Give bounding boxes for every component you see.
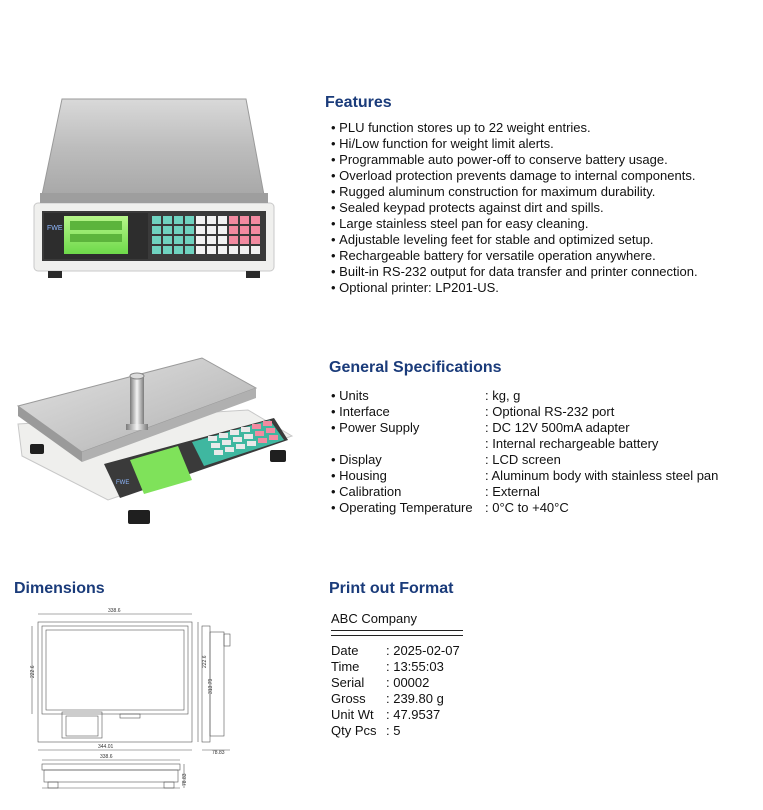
keypad-key bbox=[214, 450, 223, 455]
keypad-key bbox=[229, 236, 238, 244]
keypad-key bbox=[251, 236, 260, 244]
feature-item: • Large stainless steel pan for easy cleaning. bbox=[331, 216, 698, 232]
printout-divider bbox=[331, 630, 463, 636]
dim-side-height: 222.6 bbox=[202, 655, 208, 668]
keypad-key bbox=[174, 226, 183, 234]
keypad-key bbox=[152, 246, 161, 254]
keypad-key bbox=[163, 226, 172, 234]
printout-row: Time : 13:55:03 bbox=[331, 659, 444, 674]
spec-row: • Interface : Optional RS-232 port bbox=[331, 404, 718, 420]
keypad-key bbox=[152, 236, 161, 244]
keypad-key bbox=[229, 246, 238, 254]
keypad-key bbox=[196, 216, 205, 224]
printout-row: Gross : 239.80 g bbox=[331, 691, 444, 706]
spec-row: • Units : kg, g bbox=[331, 388, 718, 404]
dim-bottom-width: 344.01 bbox=[98, 744, 114, 750]
feature-item: • Built-in RS-232 output for data transfer and printer connection. bbox=[331, 264, 698, 280]
printout-row: Qty Pcs : 5 bbox=[331, 723, 401, 738]
keypad-key bbox=[258, 438, 267, 443]
keypad-key bbox=[207, 226, 216, 234]
scale-brand-label: FWE bbox=[47, 225, 63, 232]
keypad-key bbox=[174, 246, 183, 254]
keypad-key bbox=[208, 436, 217, 441]
keypad-key bbox=[185, 246, 194, 254]
keypad-key bbox=[185, 226, 194, 234]
keypad-key bbox=[252, 424, 261, 429]
keypad-key bbox=[218, 226, 227, 234]
scale-brand-label-angled: FWE bbox=[116, 480, 130, 486]
feature-item: • PLU function stores up to 22 weight entries. bbox=[331, 120, 698, 136]
spec-row: • Display : LCD screen bbox=[331, 452, 718, 468]
printout-company: ABC Company bbox=[331, 611, 417, 626]
keypad-key bbox=[174, 236, 183, 244]
keypad-key bbox=[247, 441, 256, 446]
dim-front-width: 338.6 bbox=[100, 754, 113, 760]
dimensions-title: Dimensions bbox=[14, 580, 105, 597]
spec-row: • Housing : Aluminum body with stainless steel pan bbox=[331, 468, 718, 484]
feature-item: • Hi/Low function for weight limit alerts. bbox=[331, 136, 698, 152]
feature-item: • Adjustable leveling feet for stable and optimized setup. bbox=[331, 232, 698, 248]
dimensions-drawing bbox=[22, 604, 244, 800]
keypad-key bbox=[251, 226, 260, 234]
keypad-key bbox=[152, 226, 161, 234]
keypad-key bbox=[207, 236, 216, 244]
feature-item: • Programmable auto power-off to conserve battery usage. bbox=[331, 152, 698, 168]
keypad-key bbox=[207, 216, 216, 224]
keypad-key bbox=[222, 440, 231, 445]
spec-row: • Calibration : External bbox=[331, 484, 718, 500]
features-title: Features bbox=[325, 94, 392, 111]
keypad-key bbox=[207, 246, 216, 254]
feature-item: • Optional printer: LP201-US. bbox=[331, 280, 698, 296]
keypad-key bbox=[152, 216, 161, 224]
keypad-key bbox=[196, 226, 205, 234]
keypad-key bbox=[241, 427, 250, 432]
keypad-key bbox=[211, 443, 220, 448]
keypad-key bbox=[218, 246, 227, 254]
keypad-key bbox=[163, 236, 172, 244]
keypad-key bbox=[163, 246, 172, 254]
keypad-key bbox=[244, 434, 253, 439]
keypad-key bbox=[251, 246, 260, 254]
keypad-key bbox=[236, 444, 245, 449]
specs-title: General Specifications bbox=[329, 359, 502, 376]
keypad-key bbox=[196, 246, 205, 254]
keypad-key bbox=[266, 428, 275, 433]
printout-title: Print out Format bbox=[329, 580, 454, 597]
printout-table bbox=[331, 643, 460, 739]
keypad-key bbox=[174, 216, 183, 224]
feature-item: • Rugged aluminum construction for maximum durability. bbox=[331, 184, 698, 200]
keypad-key bbox=[196, 236, 205, 244]
spec-row: : Internal rechargeable battery bbox=[485, 436, 659, 451]
keypad-key bbox=[219, 433, 228, 438]
keypad-key bbox=[255, 431, 264, 436]
keypad-key bbox=[240, 246, 249, 254]
keypad-key bbox=[229, 226, 238, 234]
keypad-key bbox=[225, 447, 234, 452]
dim-top-width: 338.6 bbox=[108, 608, 121, 614]
scale-angled-image bbox=[12, 352, 297, 537]
keypad-key bbox=[218, 236, 227, 244]
scale-front-image bbox=[30, 95, 282, 280]
dim-front-height: 78.83 bbox=[182, 773, 188, 786]
dim-side-depth: 78.83 bbox=[212, 750, 225, 756]
keypad-key bbox=[163, 216, 172, 224]
keypad-key bbox=[240, 236, 249, 244]
printout-row: Serial : 00002 bbox=[331, 675, 430, 690]
dim-height-right: 313.79 bbox=[208, 678, 214, 694]
printout-row: Date : 2025-02-07 bbox=[331, 643, 460, 658]
printout-row: Unit Wt : 47.9537 bbox=[331, 707, 441, 722]
keypad-key bbox=[233, 437, 242, 442]
spec-row: • Power Supply : DC 12V 500mA adapter bbox=[331, 420, 718, 436]
keypad-key bbox=[185, 236, 194, 244]
feature-item: • Rechargeable battery for versatile operation anywhere. bbox=[331, 248, 698, 264]
keypad-key bbox=[240, 216, 249, 224]
features-list bbox=[331, 120, 698, 296]
keypad-key bbox=[269, 435, 278, 440]
keypad-key bbox=[185, 216, 194, 224]
keypad-key bbox=[251, 216, 260, 224]
keypad-key bbox=[240, 226, 249, 234]
feature-item: • Sealed keypad protects against dirt and spills. bbox=[331, 200, 698, 216]
spec-row: • Operating Temperature : 0°C to +40°C bbox=[331, 500, 718, 516]
keypad-key bbox=[230, 430, 239, 435]
keypad-key bbox=[218, 216, 227, 224]
specs-table bbox=[331, 388, 718, 516]
keypad-key bbox=[229, 216, 238, 224]
feature-item: • Overload protection prevents damage to internal components. bbox=[331, 168, 698, 184]
dim-height-left: 222.6 bbox=[30, 665, 36, 678]
keypad-key bbox=[263, 421, 272, 426]
